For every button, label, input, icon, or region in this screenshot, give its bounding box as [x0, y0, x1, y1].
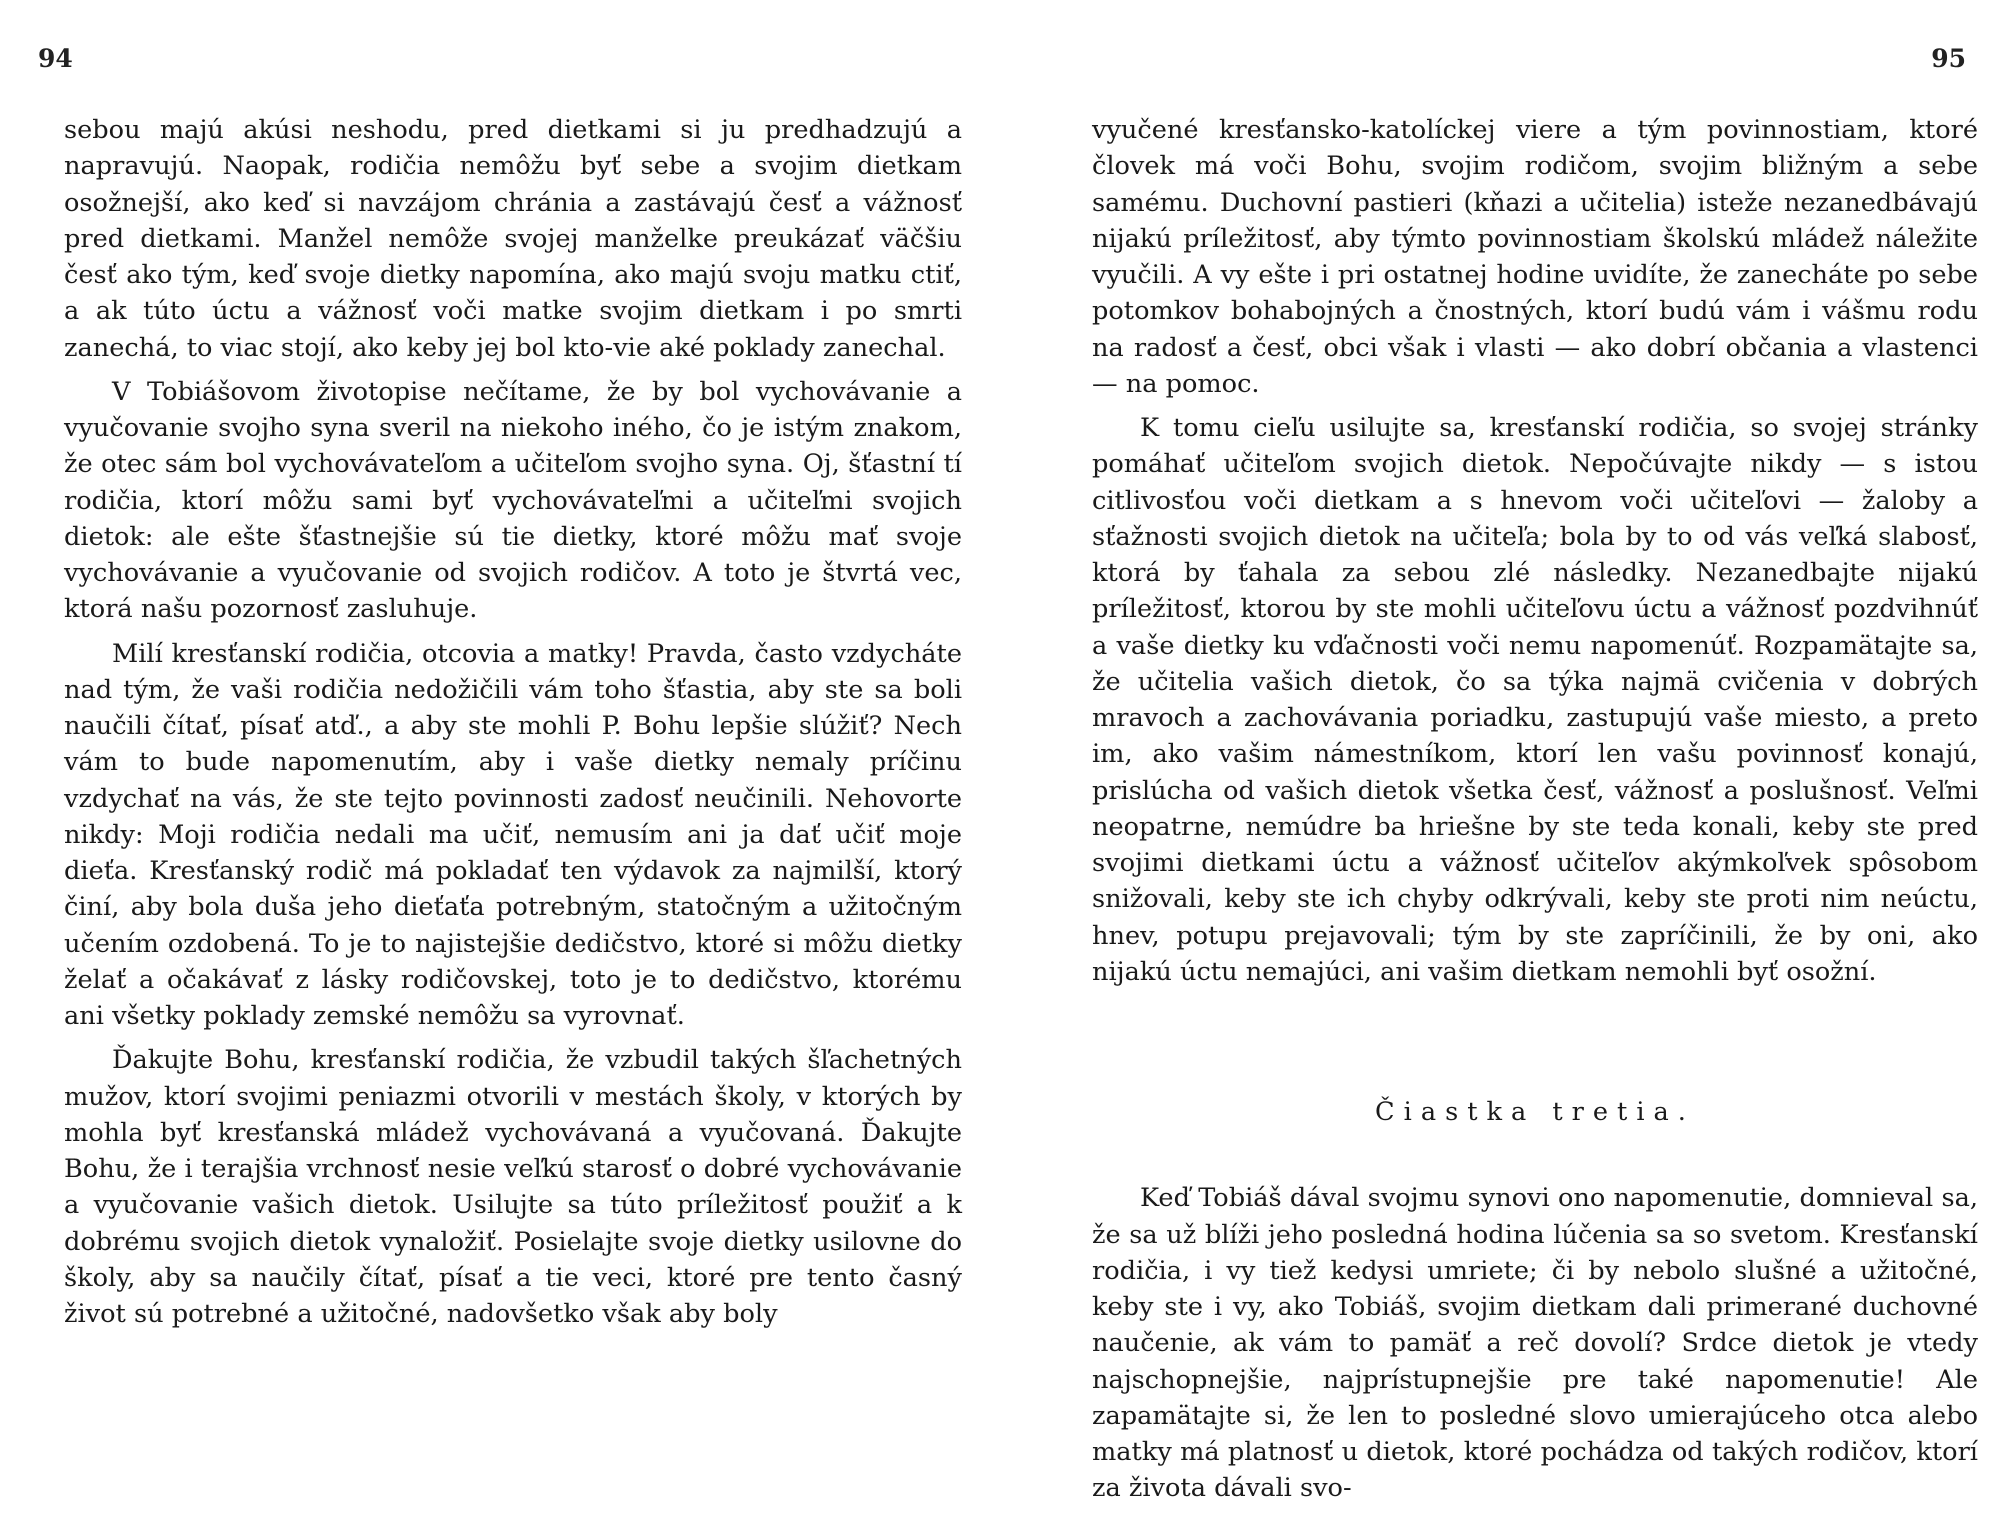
page-number-right: 95: [1931, 44, 1966, 73]
page-number-left: 94: [38, 44, 73, 73]
paragraph: K tomu cieľu usilujte sa, kresťanskí rodičia, so svojej stránky pomáhať učiteľom svojich dietok. Nepočúvajte nikdy — s istou citlivosťou voči dietkam a s hnevom voči učiteľovi — žaloby a sťažnosti svojich dietok na učiteľa; bola by to od vás veľká slabosť, ktorá by ťahala za sebou zlé následky. Nezanedbajte nijakú príležitosť, ktorou by ste mohli učiteľovu úctu a vážnosť pozdvihnúť a vaše dietky ku vďačnosti voči nemu napomenúť. Rozpamätajte sa, že učitelia vašich dietok, čo sa týka najmä cvičenia v dobrých mravoch a zachovávania poriadku, zastupujú vaše miesto, a preto im, ako vašim námestníkom, ktorí len vašu povinnosť konajú, prislúcha od vašich dietok všetka česť, vážnosť a poslušnosť. Veľmi neopatrne, nemúdre ba hriešne by ste teda konali, keby ste pred svojimi dietkami úctu a vážnosť učiteľov akýmkoľvek spôsobom snižovali, keby ste ich chyby odkrývali, keby ste proti nim neúctu, hnev, potupu prejavovali; tým by ste zapríčinili, že by oni, ako nijakú úctu nemajúci, ani vašim dietkam nemohli byť osožní.: [1092, 413, 1978, 987]
paragraph: V Tobiášovom životopise nečítame, že by bol vychovávanie a vyučovanie svojho syna sveril na niekoho iného, čo je istým znakom, že otec sám bol vychovávateľom a učiteľom svojho syna. Oj, šťastní tí rodičia, ktorí môžu sami byť vychovávateľmi a učiteľmi svojich dietok: ale ešte šťastnejšie sú tie dietky, ktoré môžu mať svoje vychovávanie a vyučovanie od svojich rodičov. A toto je štvrtá vec, ktorá našu pozornosť zasluhuje.: [64, 376, 962, 625]
paragraph: Milí kresťanskí rodičia, otcovia a matky! Pravda, často vzdycháte nad tým, že vaši rodičia nedožičili vám toho šťastia, aby ste sa boli naučili čítať, písať atď., a aby ste mohli P. Bohu lepšie slúžiť? Nech vám to bude napomenutím, aby i vaše dietky nemaly príčinu vzdychať na vás, že ste tejto povinnosti zadosť neučinili. Nehovorte nikdy: Moji rodičia nedali ma učiť, nemusím ani ja dať učiť moje dieťa. Kresťanský rodič má pokladať ten výdavok za najmilší, ktorý činí, aby bola duša jeho dieťaťa potrebným, statočným a užitočným učením ozdobená. To je to najistejšie dedičstvo, ktoré si môžu dietky želať a očakávať z lásky rodičovskej, toto je to dedičstvo, ktorému ani všetky poklady zemské nemôžu sa vyrovnať.: [64, 638, 962, 1031]
left-page: [0, 0, 1006, 1500]
left-page-body: [64, 112, 962, 1340]
right-page-body: [1092, 112, 1978, 1515]
paragraph: Keď Tobiáš dával svojmu synovi ono napomenutie, domnieval sa, že sa už blíži jeho posledná hodina lúčenia sa so svetom. Kresťanskí rodičia, i vy tiež kedysi umriete; či by nebolo slušné a užitočné, keby ste i vy, ako Tobiáš, svojim dietkam dali primerané duchovné naučenie, ak vám to pamäť a reč dovolí? Srdce dietok je vtedy najschopnejšie, najprístupnejšie pre také napomenutie! Ale zapamätajte si, že len to posledné slovo umierajúceho otca alebo matky má platnosť u dietok, ktoré pochádza od takých rodičov, ktorí za života dávali svo-: [1092, 1183, 1978, 1504]
paragraph: Ďakujte Bohu, kresťanskí rodičia, že vzbudil takých šľachetných mužov, ktorí svojimi peniazmi otvorili v mestách školy, v ktorých by mohla byť kresťanská mládež vychovávaná a vyučovaná. Ďakujte Bohu, že i terajšia vrchnosť nesie veľkú starosť o dobré vychovávanie a vyučovanie vašich dietok. Usilujte sa túto príležitosť použiť a k dobrému svojich dietok vynaložiť. Posielajte svoje dietky usilovne do školy, aby sa naučily čítať, písať a tie veci, ktoré pre tento časný život sú potrebné a užitočné, nadovšetko však aby boly: [64, 1045, 962, 1329]
paragraph: vyučené kresťansko-katolíckej viere a tým povinnostiam, ktoré človek má voči Bohu, svojim rodičom, svojim bližným a sebe samému. Duchovní pastieri (kňazi a učitelia) isteže nezanedbávajú nijakú príležitosť, aby týmto povinnostiam školskú mládež náležite vyučili. A vy ešte i pri ostatnej hodine uvidíte, že zanecháte po sebe potomkov bohabojných a čnostných, ktorí budú vám i vášmu rodu na radosť a česť, obci však i vlasti — ako dobrí občania a vlastenci — na pomoc.: [1092, 115, 1978, 399]
paragraph: sebou majú akúsi neshodu, pred dietkami si ju predhadzujú a napravujú. Naopak, rodičia nemôžu byť sebe a svojim dietkam osožnejší, ako keď si navzájom chránia a zastávajú česť a vážnosť pred dietkami. Manžel nemôže svojej manželke preukázať väčšiu česť ako tým, keď svoje dietky napomína, ako majú svoju matku ctiť, a ak túto úctu a vážnosť voči matke svojim dietkam i po smrti zanechá, to viac stojí, ako keby jej bol kto-vie aké poklady zanechal.: [64, 115, 962, 363]
right-page: [1006, 0, 2012, 1504]
section-title: Čiastka tretia.: [1375, 1097, 1695, 1127]
